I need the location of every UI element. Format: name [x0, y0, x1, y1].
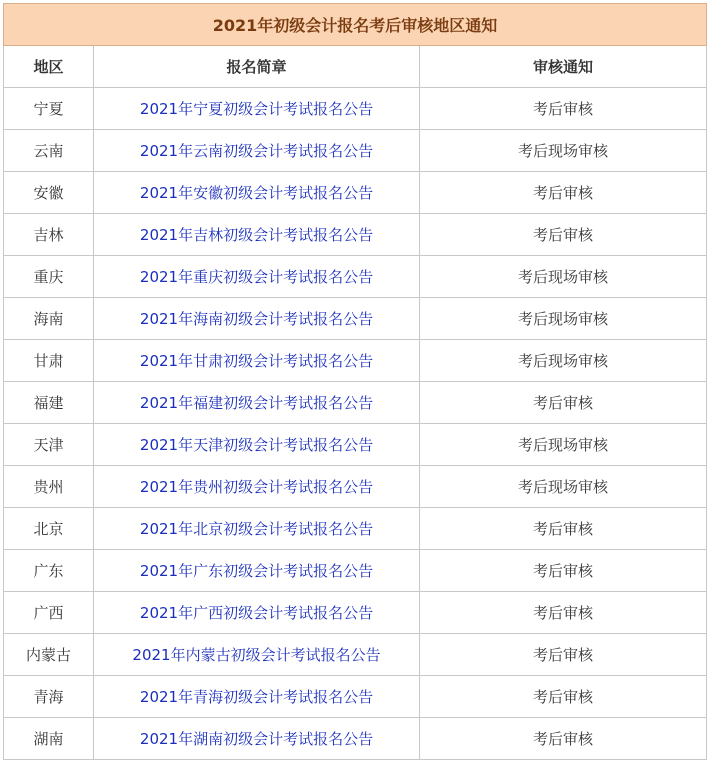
table-row — [4, 88, 707, 130]
brochure-link[interactable]: 2021年吉林初级会计考试报名公告 — [94, 214, 420, 256]
brochure-link[interactable]: 2021年宁夏初级会计考试报名公告 — [94, 88, 420, 130]
review-cell: 考后现场审核 — [420, 130, 707, 172]
table-row — [4, 508, 707, 550]
table-row — [4, 214, 707, 256]
brochure-link[interactable]: 2021年天津初级会计考试报名公告 — [94, 424, 420, 466]
brochure-link[interactable]: 2021年北京初级会计考试报名公告 — [94, 508, 420, 550]
exam-review-table — [3, 3, 707, 760]
region-cell: 云南 — [4, 130, 94, 172]
region-cell: 福建 — [4, 382, 94, 424]
brochure-link[interactable]: 2021年安徽初级会计考试报名公告 — [94, 172, 420, 214]
review-cell: 考后现场审核 — [420, 340, 707, 382]
table-row — [4, 256, 707, 298]
brochure-link[interactable]: 2021年重庆初级会计考试报名公告 — [94, 256, 420, 298]
review-cell: 考后审核 — [420, 550, 707, 592]
header-region: 地区 — [4, 46, 94, 88]
table-row — [4, 718, 707, 760]
review-cell: 考后现场审核 — [420, 298, 707, 340]
region-cell: 贵州 — [4, 466, 94, 508]
brochure-link[interactable]: 2021年湖南初级会计考试报名公告 — [94, 718, 420, 760]
table-header-row — [4, 46, 707, 88]
review-cell: 考后审核 — [420, 172, 707, 214]
table-body — [4, 88, 707, 760]
table-row — [4, 130, 707, 172]
review-cell: 考后审核 — [420, 214, 707, 256]
table-row — [4, 298, 707, 340]
table-row — [4, 340, 707, 382]
review-cell: 考后审核 — [420, 718, 707, 760]
region-cell: 天津 — [4, 424, 94, 466]
region-cell: 宁夏 — [4, 88, 94, 130]
region-cell: 安徽 — [4, 172, 94, 214]
header-brochure: 报名简章 — [94, 46, 420, 88]
table-row — [4, 382, 707, 424]
review-cell: 考后审核 — [420, 382, 707, 424]
brochure-link[interactable]: 2021年贵州初级会计考试报名公告 — [94, 466, 420, 508]
review-cell: 考后现场审核 — [420, 256, 707, 298]
region-cell: 青海 — [4, 676, 94, 718]
review-cell: 考后审核 — [420, 508, 707, 550]
region-cell: 甘肃 — [4, 340, 94, 382]
table-row — [4, 550, 707, 592]
brochure-link[interactable]: 2021年海南初级会计考试报名公告 — [94, 298, 420, 340]
region-cell: 重庆 — [4, 256, 94, 298]
region-cell: 湖南 — [4, 718, 94, 760]
brochure-link[interactable]: 2021年云南初级会计考试报名公告 — [94, 130, 420, 172]
region-cell: 吉林 — [4, 214, 94, 256]
region-cell: 广西 — [4, 592, 94, 634]
region-cell: 广东 — [4, 550, 94, 592]
table-row — [4, 466, 707, 508]
region-cell: 内蒙古 — [4, 634, 94, 676]
review-cell: 考后审核 — [420, 634, 707, 676]
table-title-row — [4, 4, 707, 46]
table-row — [4, 676, 707, 718]
brochure-link[interactable]: 2021年福建初级会计考试报名公告 — [94, 382, 420, 424]
table-row — [4, 172, 707, 214]
table-title: 2021年初级会计报名考后审核地区通知 — [4, 4, 707, 46]
header-review: 审核通知 — [420, 46, 707, 88]
table-row — [4, 634, 707, 676]
review-cell: 考后现场审核 — [420, 424, 707, 466]
review-cell: 考后审核 — [420, 676, 707, 718]
brochure-link[interactable]: 2021年广东初级会计考试报名公告 — [94, 550, 420, 592]
region-cell: 海南 — [4, 298, 94, 340]
review-cell: 考后审核 — [420, 88, 707, 130]
review-cell: 考后现场审核 — [420, 466, 707, 508]
brochure-link[interactable]: 2021年广西初级会计考试报名公告 — [94, 592, 420, 634]
table-row — [4, 592, 707, 634]
brochure-link[interactable]: 2021年青海初级会计考试报名公告 — [94, 676, 420, 718]
review-cell: 考后审核 — [420, 592, 707, 634]
brochure-link[interactable]: 2021年内蒙古初级会计考试报名公告 — [94, 634, 420, 676]
region-cell: 北京 — [4, 508, 94, 550]
brochure-link[interactable]: 2021年甘肃初级会计考试报名公告 — [94, 340, 420, 382]
table-row — [4, 424, 707, 466]
